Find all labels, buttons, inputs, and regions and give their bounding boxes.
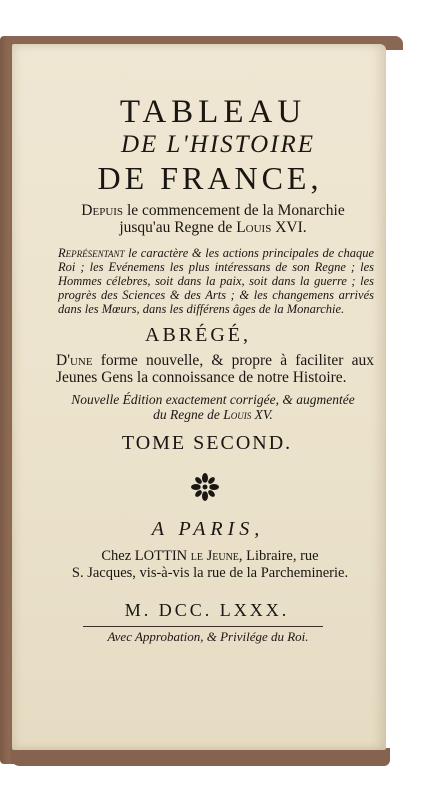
subtitle-line-2-start: jusqu'au Regne de bbox=[119, 219, 237, 236]
divider bbox=[83, 626, 323, 627]
abrege-heading: ABRÉGÉ, bbox=[145, 324, 251, 346]
edition-line-2-end: XV. bbox=[251, 407, 273, 422]
title-page-text bbox=[52, 94, 374, 644]
subtitle-lead: Depuis bbox=[81, 202, 124, 219]
publisher-end: , Libraire, rue bbox=[238, 548, 319, 564]
tome-label: TOME SECOND. bbox=[121, 432, 293, 454]
fleuron-ornament-icon bbox=[190, 472, 220, 502]
publisher-address: S. Jacques, vis-à-vis la rue de la Parcheminerie. bbox=[71, 565, 349, 581]
publisher-le-jeune: le Jeune bbox=[190, 548, 239, 564]
subtitle bbox=[52, 202, 374, 236]
publisher-start: Chez LOTTIN bbox=[101, 548, 191, 564]
title-line-2: DE L'HISTOIRE bbox=[120, 131, 316, 158]
subtitle-line-1: le commencement de la Monarchie bbox=[123, 202, 345, 219]
cover-bottom-edge bbox=[10, 748, 390, 766]
imprint-publisher bbox=[46, 548, 374, 582]
subtitle-king-name: Louis bbox=[236, 219, 272, 236]
description-lead: Représentant bbox=[58, 246, 125, 260]
edition-line-2-start: du Regne de bbox=[153, 407, 224, 422]
description bbox=[58, 246, 374, 316]
forme-text: forme nouvelle, & propre à faciliter aux Jeunes Gens la connoissance de notre Histoire. bbox=[56, 352, 374, 386]
forme-paragraph bbox=[56, 352, 374, 386]
edition-line-1: Nouvelle Édition exactement corrigée, & augmentée bbox=[71, 392, 355, 407]
title-line-1: TABLEAU bbox=[119, 94, 307, 130]
description-text: le caractère & les actions principales de chaque Roi ; les Evénemens les plus intéressans de son Regne ; les Hommes célebres, soit dans la paix, soit dans la guerre ; les progrès des Sciences & des Arts ; & les changemens arrivés dans les Mœurs, dans les différens âges de la Monarchie. bbox=[58, 246, 374, 316]
title-line-3: DE FRANCE, bbox=[97, 160, 323, 196]
approbation-line: Avec Approbation, & Privilége du Roi. bbox=[107, 629, 309, 644]
edition-king-name: Louis bbox=[223, 407, 252, 422]
publication-date: M. DCC. LXXX. bbox=[124, 600, 290, 620]
imprint-city: A PARIS, bbox=[151, 518, 265, 540]
edition-note bbox=[52, 392, 374, 422]
forme-lead: D'une bbox=[56, 352, 93, 369]
subtitle-line-2-end: XVI. bbox=[271, 219, 307, 236]
